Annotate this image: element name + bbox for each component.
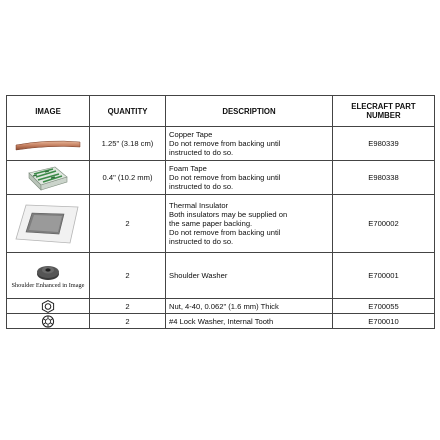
- quantity-cell: 1.25" (3.18 cm): [90, 127, 166, 161]
- quantity-cell: 2: [90, 299, 166, 314]
- part-number-cell: E700010: [333, 314, 435, 329]
- image-cell: [7, 299, 90, 314]
- quantity-cell: 2: [90, 253, 166, 299]
- copper-tape-image: [14, 137, 82, 151]
- header-row: [7, 96, 435, 127]
- parts-table: [6, 95, 435, 329]
- table-row: [7, 299, 435, 314]
- quantity-cell: 0.4" (10.2 mm): [90, 161, 166, 195]
- image-caption: Shoulder Enhanced in Image: [11, 281, 85, 289]
- image-cell: [7, 161, 90, 195]
- table-row: [7, 127, 435, 161]
- shoulder-washer-image: [35, 262, 61, 282]
- hex-nut-icon: [41, 300, 55, 313]
- table-row: [7, 314, 435, 329]
- image-cell: [7, 195, 90, 253]
- header-part-number: ELECRAFT PART NUMBER: [333, 96, 435, 127]
- description-cell: Foam Tape Do not remove from backing until instructed to do so.: [166, 161, 333, 195]
- table-row: [7, 253, 435, 299]
- thermal-insulator-image: [12, 201, 84, 247]
- image-cell: [7, 314, 90, 329]
- header-quantity: QUANTITY: [90, 96, 166, 127]
- header-description: DESCRIPTION: [166, 96, 333, 127]
- description-cell: #4 Lock Washer, Internal Tooth: [166, 314, 333, 329]
- foam-tape-image: [25, 163, 71, 193]
- table-row: [7, 195, 435, 253]
- lock-washer-icon: [41, 315, 55, 328]
- part-number-cell: E700001: [333, 253, 435, 299]
- part-number-cell: E700055: [333, 299, 435, 314]
- part-number-cell: E700002: [333, 195, 435, 253]
- description-cell: Copper Tape Do not remove from backing until instructed to do so.: [166, 127, 333, 161]
- quantity-cell: 2: [90, 195, 166, 253]
- header-image: IMAGE: [7, 96, 90, 127]
- part-number-cell: E980338: [333, 161, 435, 195]
- description-cell: Shoulder Washer: [166, 253, 333, 299]
- quantity-cell: 2: [90, 314, 166, 329]
- table-row: [7, 161, 435, 195]
- image-cell: [7, 127, 90, 161]
- part-number-cell: E980339: [333, 127, 435, 161]
- description-cell: Nut, 4-40, 0.062" (1.6 mm) Thick: [166, 299, 333, 314]
- description-cell: Thermal Insulator Both insulators may be supplied on the same paper backing. Do not remove from backing until instructed to do so.: [166, 195, 333, 253]
- image-cell: [7, 253, 90, 299]
